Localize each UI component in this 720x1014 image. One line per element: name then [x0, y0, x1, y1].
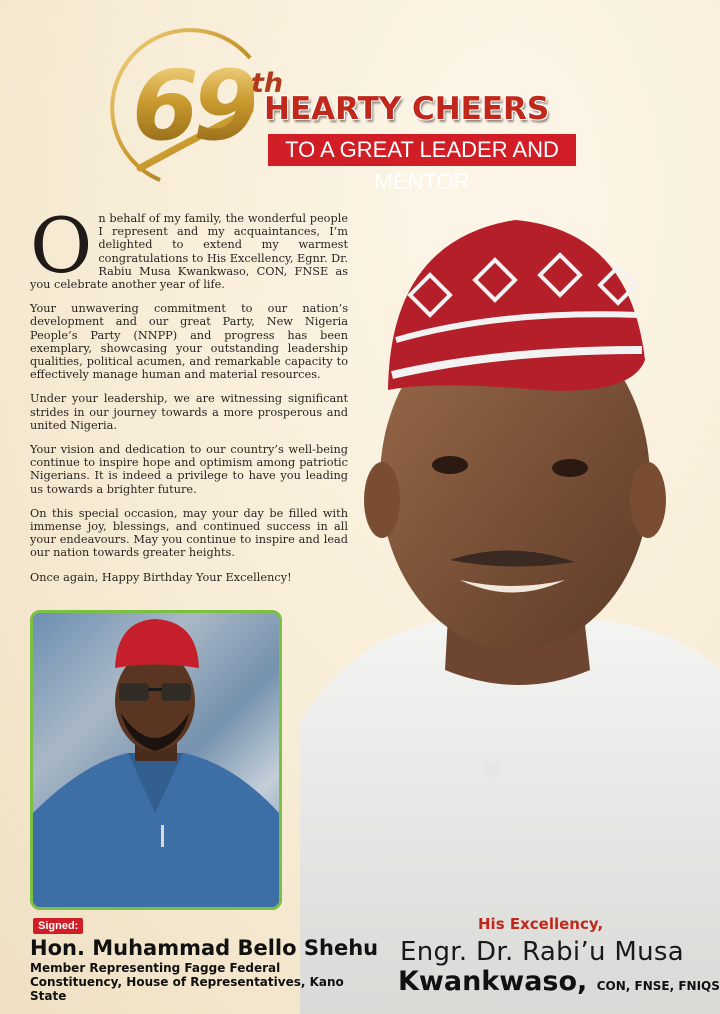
anniversary-suffix: th — [251, 68, 284, 99]
honoree-portrait — [300, 200, 720, 1014]
honoree-postnominals: CON, FNSE, FNIQS — [596, 979, 720, 993]
anniversary-number: 69 — [132, 50, 254, 162]
paragraph-2: Your unwavering commitment to our nation’s development and our great Party, New Nigeria People’s Party (NNPP) and progress has been exemplary, showcasing your outstanding leadership qualities, political acumen, and remarkable capacity to effectively manage human and material resources. — [30, 302, 348, 382]
paragraph-4: Your vision and dedication to our country’s well-being continue to inspire hope and optimism among patriotic Nigerians. It is indeed a privilege to have you leading us towards a brighter future. — [30, 443, 348, 496]
honoree-surname: Kwankwaso, — [398, 966, 588, 997]
signatory-role-line-1: Member Representing Fagge Federal — [30, 961, 281, 975]
honoree-surname-line — [398, 966, 720, 997]
signatory-role-line-2: Constituency, House of Representatives, Kano State — [30, 975, 344, 1003]
letter-body — [30, 201, 348, 595]
signatory-role — [30, 961, 350, 1003]
headline: HEARTY CHEERS — [264, 91, 550, 127]
signatory-portrait — [30, 610, 282, 910]
signatory-name: Hon. Muhammad Bello Shehu — [30, 936, 379, 960]
tagline-banner: TO A GREAT LEADER AND MENTOR — [268, 134, 576, 166]
paragraph-6: Once again, Happy Birthday Your Excellency! — [30, 570, 292, 584]
paragraph-5: On this special occasion, may your day be filled with immense joy, blessings, and continued success in all your endeavours. May you continue to inspire and lead our nation towards greater heights. — [30, 506, 348, 560]
paragraph-1: On behalf of my family, the wonderful people I represent and my acquaintances, I’m delighted to extend my warmest congratulations to His Excellency, Egnr. Dr. Rabiu Musa Kwankwaso, CON, FNSE as you celebrate another year of life. — [30, 201, 348, 292]
honoree-name: Engr. Dr. Rabi’u Musa — [400, 937, 684, 967]
paragraph-3: Under your leadership, we are witnessing significant strides in our journey towards a more prosperous and united Nigeria. — [30, 392, 348, 432]
signed-label: Signed: — [33, 918, 83, 934]
drop-cap: O — [30, 201, 93, 290]
honoree-title: His Excellency, — [478, 915, 604, 933]
